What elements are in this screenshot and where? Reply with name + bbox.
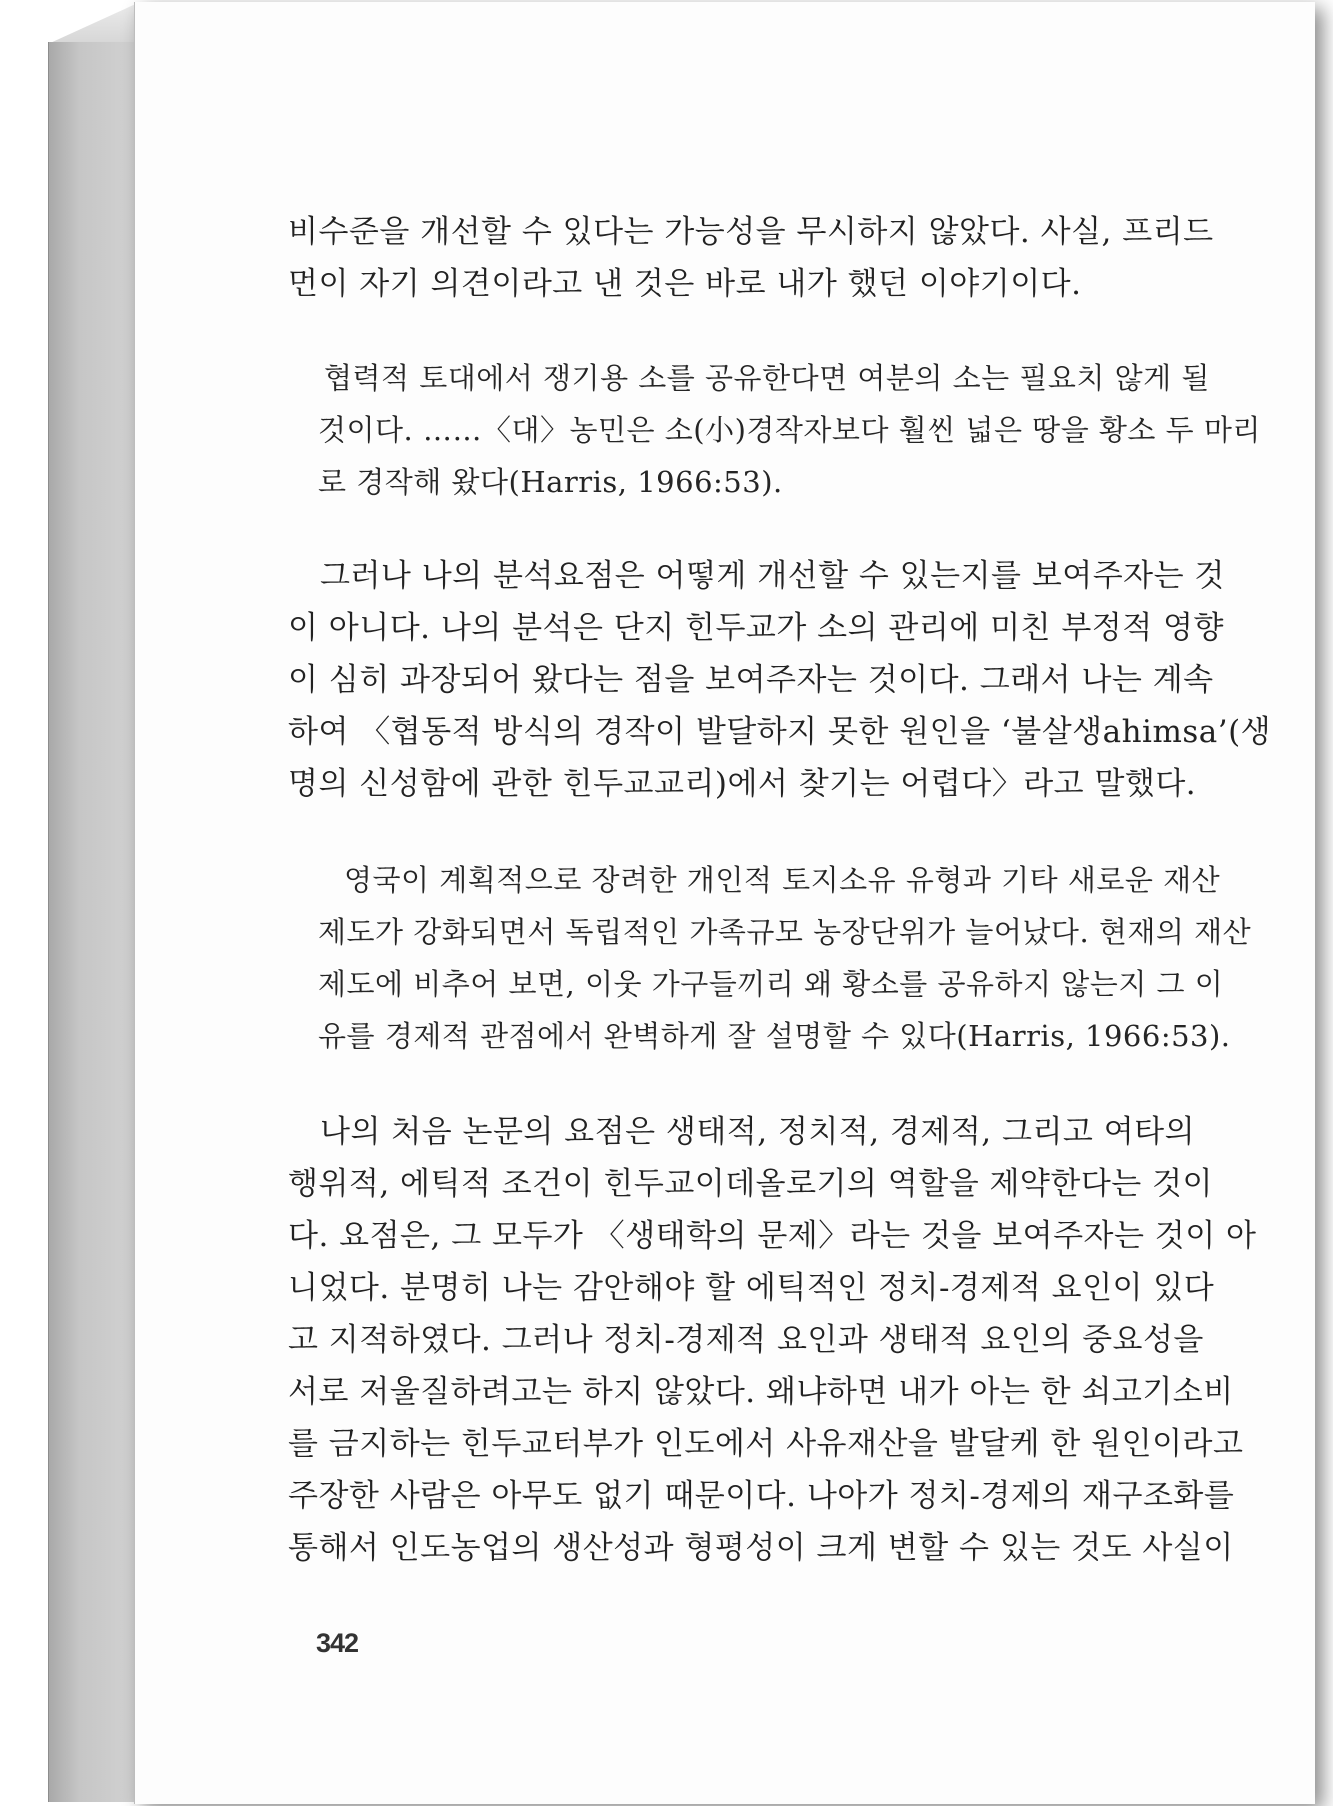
quote-line: 로 경작해 왔다(Harris, 1966:53). [318,465,783,499]
text-line: 이 아니다. 나의 분석은 단지 힌두교가 소의 관리에 미친 부정적 영향 [288,610,1224,646]
text-line: 주장한 사람은 아무도 없기 때문이다. 나아가 정치-경제의 재구조화를 [288,1478,1235,1514]
book-top-edge [48,2,140,44]
text-line: 서로 저울질하려고는 하지 않았다. 왜냐하면 내가 아는 한 쇠고기소비 [288,1374,1234,1410]
quote-line: 제도에 비추어 보면, 이웃 가구들끼리 왜 황소를 공유하지 않는지 그 이 [318,967,1224,1001]
text-line: 통해서 인도농업의 생산성과 형평성이 크게 변할 수 있는 것도 사실이 [288,1530,1234,1566]
quote-line: 제도가 강화되면서 독립적인 가족규모 농장단위가 늘어났다. 현재의 재산 [318,915,1252,949]
quote-line: 것이다. ……〈대〉농민은 소(小)경작자보다 훨씬 넓은 땅을 황소 두 마리 [318,413,1261,447]
text-line: 명의 신성함에 관한 힌두교교리)에서 찾기는 어렵다〉라고 말했다. [288,766,1197,802]
text-line: 먼이 자기 의견이라고 낸 것은 바로 내가 했던 이야기이다. [288,266,1082,302]
text-line: 하여 〈협동적 방식의 경작이 발달하지 못한 원인을 ‘불살생ahimsa’(생 [288,714,1272,750]
quote-line: 협력적 토대에서 쟁기용 소를 공유한다면 여분의 소는 필요치 않게 될 [324,361,1210,395]
book-spine [48,42,137,1802]
text-line: 나의 처음 논문의 요점은 생태적, 정치적, 경제적, 그리고 여타의 [320,1114,1196,1150]
text-line: 를 금지하는 힌두교터부가 인도에서 사유재산을 발달케 한 원인이라고 [288,1426,1244,1462]
text-line: 고 지적하였다. 그러나 정치-경제적 요인과 생태적 요인의 중요성을 [288,1322,1204,1358]
quote-line: 영국이 계획적으로 장려한 개인적 토지소유 유형과 기타 새로운 재산 [344,863,1221,897]
text-line: 다. 요점은, 그 모두가 〈생태학의 문제〉라는 것을 보여주자는 것이 아 [288,1218,1257,1254]
text-line: 행위적, 에틱적 조건이 힌두교이데올로기의 역할을 제약한다는 것이 [288,1166,1213,1202]
text-line: 그러나 나의 분석요점은 어떻게 개선할 수 있는지를 보여주자는 것 [320,558,1225,594]
page-number: 342 [316,1628,359,1658]
text-line: 이 심히 과장되어 왔다는 점을 보여주자는 것이다. 그래서 나는 계속 [288,662,1214,698]
quote-line: 유를 경제적 관점에서 완벽하게 잘 설명할 수 있다(Harris, 1966:53). [318,1019,1231,1053]
text-line: 비수준을 개선할 수 있다는 가능성을 무시하지 않았다. 사실, 프리드 [288,214,1214,250]
text-line: 니었다. 분명히 나는 감안해야 할 에틱적인 정치-경제적 요인이 있다 [288,1270,1215,1306]
